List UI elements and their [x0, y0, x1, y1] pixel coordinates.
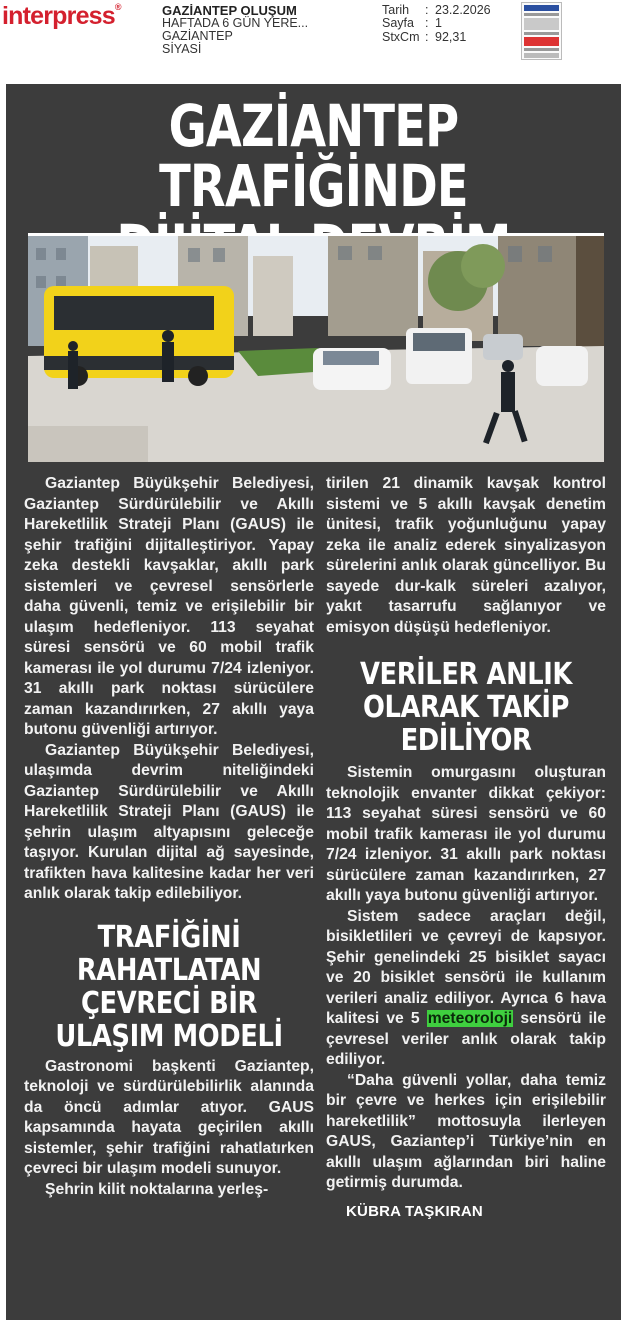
author-byline: KÜBRA TAŞKIRAN [346, 1202, 483, 1220]
meta-page-row: Sayfa : 1 [382, 16, 442, 31]
keyword-highlight: meteoroloji [427, 1010, 513, 1027]
article-clipping [6, 84, 621, 1320]
left-paragraph-1: Gaziantep Büyükşehir Belediyesi, Gaziantep Sürdürülebilir ve Akıllı Hareketlilik Strateji Planı (GAUS) ile şehir trafiğini dijitalleştiriyor. Yapay zeka destekli kavşaklar, akıllı park sistemleri ve çevresel sensörlerle daha güvenli, temiz ve erişilebilir bir ulaşım hedefleniyor. 113 seyahat süresi sensörü ve 60 mobil trafik kamerası ile yol durumu 7/24 izleniyor. 31 akıllı park noktası sürücülere zaman kazandırırken, 27 akıllı yaya butonu güvenliği artırıyor. [24, 475, 314, 738]
date-value: 23.2.2026 [435, 3, 491, 17]
publication-name: GAZİANTEP OLUŞUM [162, 3, 297, 18]
left-subheading: TRAFİĞİNİ RAHATLATAN ÇEVRECİ BİR ULAŞIM MODELİ [55, 919, 283, 1054]
right-subheading: VERİLER ANLIK OLARAK TAKİP EDİLİYOR [360, 657, 572, 758]
street-photo [28, 233, 604, 462]
right-paragraph-2: Sistemin omurgasını oluşturan teknolojik envanter dikkat çekiyor: 113 seyahat süresi sensörü ve 60 mobil trafik kamerası ile yol durumu 7/24 izleniyor. 31 akıllı park noktası sürücülere zaman kazandırırken, 27 akıllı yaya butonu güvenliği artırıyor. [326, 764, 606, 904]
publication-city: GAZİANTEP [162, 29, 233, 43]
left-column [24, 474, 314, 1200]
right-paragraph-3-end: sensörü ile çevresel veriler anlık olarak takip ediliyor. [326, 1010, 607, 1068]
interpress-logo: interpress® [2, 2, 121, 30]
date-label: Tarih [382, 3, 410, 17]
left-paragraph-2: Gaziantep Büyükşehir Belediyesi, ulaşımda devrim niteliğindeki Gaziantep Sürdürülebilir ve Akıllı Hareketlilik Strateji Planı (GAUS) ile şehrin ulaşım altyapısını geleceğe taşıyor. Kurulan dijital ağ sayesinde, trafikten hava kalitesine kadar her veri anlık olarak takip edilebiliyor. [24, 741, 314, 902]
meta-size-row: StxCm : 92,31 [382, 29, 467, 44]
publication-info [162, 4, 308, 56]
right-paragraph-3-start: Sistem sadece araçları değil, bisikletlileri ve çevreyi de kapsıyor. Şehir genelindeki 25 bisiklet sayacı ve 20 bisiklet sensörü ile kullanım verileri analiz ediliyor. Ayrıca 6 hava kalitesi ve 5 [326, 907, 606, 1027]
left-paragraph-4: Şehrin kilit noktalarına yerleş- [45, 1180, 269, 1198]
right-column [326, 474, 606, 1222]
right-paragraph-3 [326, 907, 606, 1071]
right-paragraph-1: tirilen 21 dinamik kavşak kontrol sistemi ve 5 akıllı kavşak denetim ünitesi, trafik yoğunluğunu yapay zeka ile analiz ederek sinyalizasyon sürelerini anlık olarak güncelliyor. Bu sayede dur-kalk süreleri azalıyor, yakıt tasarrufu sağlanıyor ve emisyon düşüşü hedefleniyor. [326, 475, 606, 636]
size-value: 92,31 [435, 29, 467, 44]
publication-frequency: HAFTADA 6 GÜN YERE... [162, 16, 309, 30]
page-thumbnail[interactable] [521, 2, 562, 60]
clipping-meta [382, 4, 491, 44]
left-paragraph-3: Gastronomi başkenti Gaziantep, teknoloji ve sürdürülebilirlik alanında da öncü adımlar atıyor. GAUS kapsamında hayata geçirilen akıllı sistemler, şehir trafiğini rahatlatırken çevreci bir ulaşım modeli sunuyor. [24, 1057, 314, 1177]
clipping-header [0, 0, 633, 80]
publication-category: SİYASİ [162, 42, 202, 56]
headline-line-1: GAZİANTEP TRAFİĞİNDE [159, 92, 468, 220]
meta-date-row: Tarih : 23.2.2026 [382, 3, 491, 17]
size-label: StxCm [382, 29, 420, 44]
right-paragraph-4: “Daha güvenli yollar, daha temiz bir çevre ve herkes için erişilebilir hareketlilik” mottosuyla ilerleyen GAUS, Gaziantep’i Türkiye’nin en akıllı ulaşım ağlarından biri haline getirmiş durumda. [326, 1071, 606, 1191]
street-scene-image [28, 236, 604, 462]
page-label: Sayfa [382, 16, 414, 31]
page-value: 1 [435, 16, 442, 31]
